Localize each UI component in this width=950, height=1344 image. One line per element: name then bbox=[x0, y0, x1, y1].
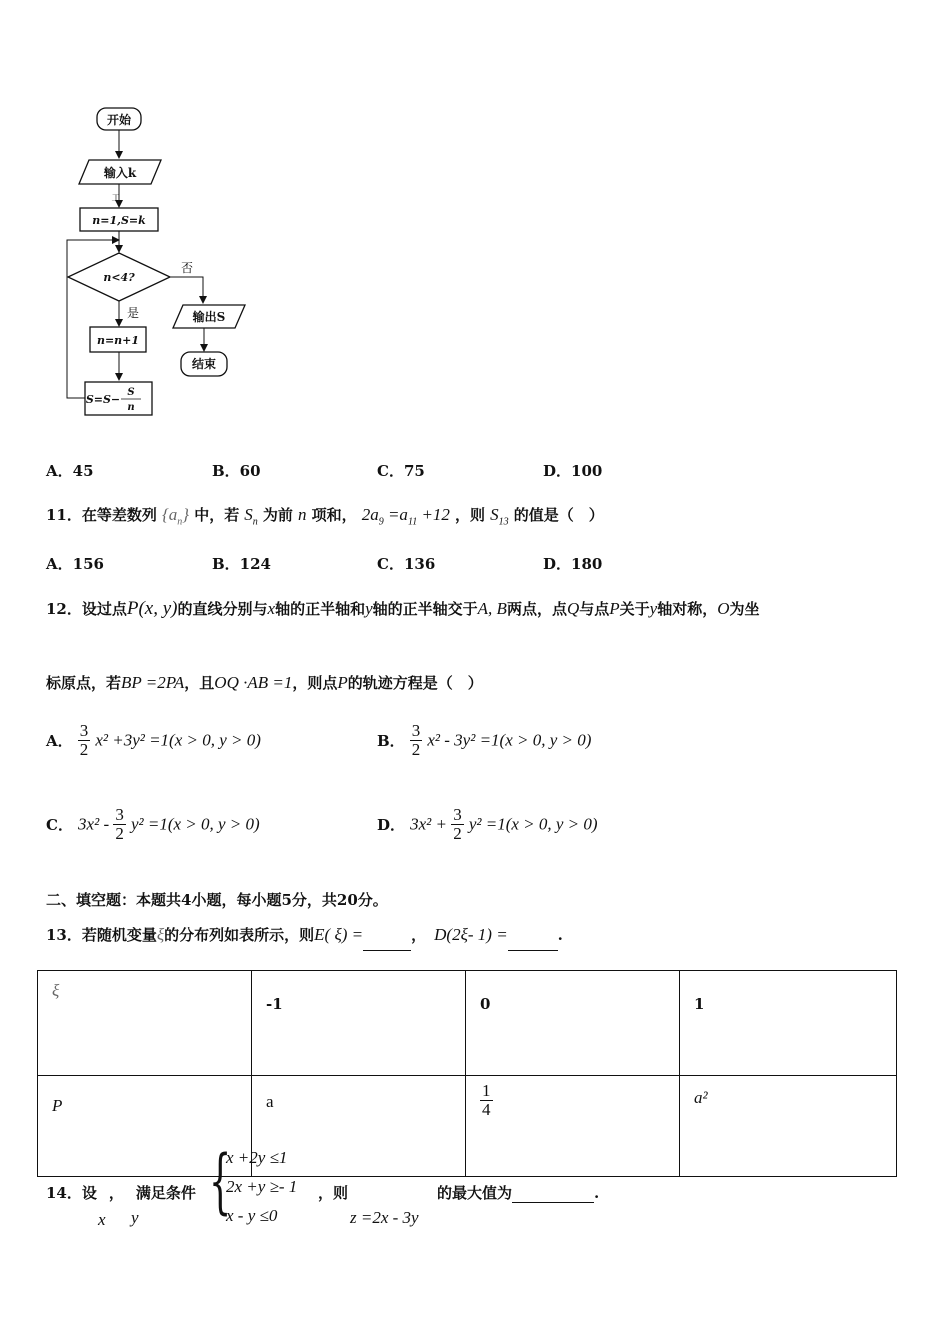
q10-option-d: D．100 bbox=[543, 462, 603, 480]
q11-equation: $2a_9 =a_{11} +12$ bbox=[361, 505, 450, 528]
q12-option-d: D． 3x² + $\frac{3}{2}$ y² =1(x > 0, y > 0) bbox=[377, 805, 598, 843]
q11-text-4: 项和， bbox=[311, 506, 357, 524]
table-cell: a bbox=[252, 1076, 466, 1177]
flow-update-num: S bbox=[127, 387, 135, 398]
q12-condition-2: OQ ·AB =1 bbox=[214, 673, 293, 692]
flow-yes-text: 是 bbox=[126, 306, 140, 320]
q12-stem-line1: 12．设过点P(x, y)的直线分别与x轴的正半轴和y轴的正半轴交于A, B两点，点Q与点P关于y轴对称，O为坐 bbox=[46, 598, 760, 619]
q14-brace: { bbox=[209, 1140, 232, 1222]
q12-option-a: A． $\frac{3}{2}$ x² +3y² =1(x > 0, y > 0) bbox=[46, 721, 261, 759]
q11-text-2: 中，若 bbox=[194, 506, 240, 524]
q14-var-x: x bbox=[98, 1210, 106, 1229]
q13-variance: D(2ξ- 1) = bbox=[434, 925, 508, 944]
q13-expectation: E( ξ) = bbox=[314, 925, 364, 944]
flow-output-text: 输出S bbox=[192, 310, 226, 324]
section-heading: 二、填空题：本题共4小题，每小题5分，共20分。 bbox=[46, 891, 388, 909]
q14-constraint-1: x +2y ≤1 bbox=[226, 1148, 288, 1167]
flow-update-prefix: S=S− bbox=[85, 393, 121, 406]
q11-sn: $S_n$ bbox=[244, 505, 258, 528]
table-cell: a² bbox=[680, 1076, 897, 1177]
q14-text-max: 的最大值为 . bbox=[437, 1184, 600, 1202]
q13-answer-blank-2[interactable] bbox=[508, 920, 558, 951]
q11-text-1: 11．在等差数列 bbox=[46, 506, 157, 524]
flow-increment-text: n=n+1 bbox=[96, 334, 140, 347]
q12-condition-1: BP =2PA bbox=[121, 673, 185, 692]
q14-constraint-2: 2x +y ≥- 1 bbox=[226, 1177, 298, 1196]
q11-option-c: C．136 bbox=[377, 555, 436, 573]
q14-text-then: ，则 bbox=[318, 1184, 349, 1202]
distribution-table bbox=[37, 970, 897, 1177]
table-cell: ξ bbox=[38, 971, 252, 1076]
table-row bbox=[38, 1076, 897, 1177]
q11-stem bbox=[46, 500, 604, 537]
q11-option-d: D．180 bbox=[543, 555, 603, 573]
q11-text-5: ，则 bbox=[455, 506, 486, 524]
q14-objective: z =2x - 3y bbox=[350, 1208, 419, 1227]
flow-mark-text: 工 bbox=[111, 194, 121, 204]
q12-stem-line2: 标原点，若BP =2PA，且OQ ·AB =1，则点P的轨迹方程是（ ） bbox=[46, 673, 483, 692]
table-cell: $\frac{1}{4}$ bbox=[466, 1076, 680, 1177]
q14-answer-blank[interactable] bbox=[512, 1184, 594, 1203]
flow-end-text: 结束 bbox=[191, 357, 217, 371]
q11-text-3: 为前 bbox=[262, 506, 293, 524]
q10-option-b: B．60 bbox=[212, 462, 261, 480]
q10-option-a: A．45 bbox=[46, 462, 94, 480]
q11-n: n bbox=[298, 505, 307, 524]
flow-init-text: n=1,S=k bbox=[92, 214, 146, 227]
q11-seq: $\{a_n\}$ bbox=[161, 505, 190, 528]
flow-condition-text: n<4? bbox=[103, 271, 135, 284]
flow-update-den: n bbox=[127, 402, 135, 413]
q11-s13: $S_{13}$ bbox=[490, 505, 509, 528]
q11-option-b: B．124 bbox=[212, 555, 271, 573]
q14-label: 14．设 ， 满足条件 bbox=[46, 1184, 196, 1202]
q13-answer-blank-1[interactable] bbox=[363, 920, 411, 951]
table-cell: 0 bbox=[466, 971, 680, 1076]
table-row bbox=[38, 971, 897, 1076]
flow-no-text: 否 bbox=[180, 261, 194, 275]
table-cell: 1 bbox=[680, 971, 897, 1076]
flowchart bbox=[55, 100, 265, 425]
flow-start-text: 开始 bbox=[106, 113, 132, 127]
q10-option-c: C．75 bbox=[377, 462, 425, 480]
q13-stem: 13．若随机变量ξ的分布列如表所示，则E( ξ) = ， D(2ξ- 1) = . bbox=[46, 920, 563, 951]
q12-option-c: C． 3x² - $\frac{3}{2}$ y² =1(x > 0, y > 0) bbox=[46, 805, 260, 843]
q12-option-b: B． $\frac{3}{2}$ x² - 3y² =1(x > 0, y > 0) bbox=[377, 721, 592, 759]
q11-text-6: 的值是（ ） bbox=[513, 506, 604, 524]
table-cell: P bbox=[38, 1076, 252, 1177]
flow-input-text: 输入k bbox=[103, 166, 137, 180]
q12-point: P(x, y) bbox=[126, 598, 178, 619]
table-cell: -1 bbox=[252, 971, 466, 1076]
q14-var-y: y bbox=[131, 1208, 139, 1227]
q11-option-a: A．156 bbox=[46, 555, 104, 573]
q14-constraint-3: x - y ≤0 bbox=[226, 1206, 278, 1225]
